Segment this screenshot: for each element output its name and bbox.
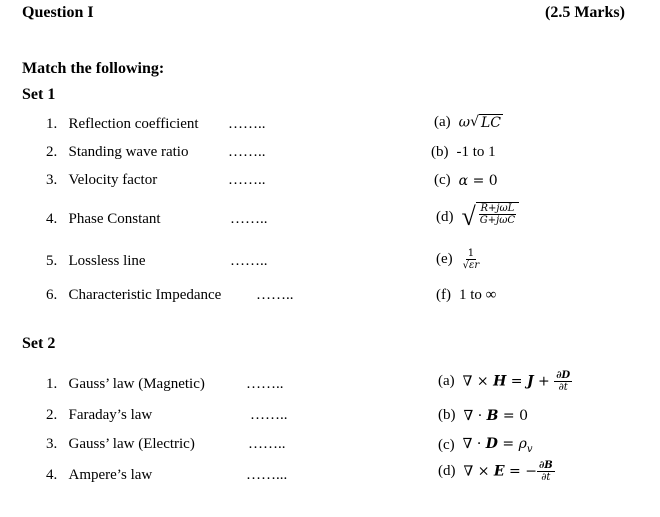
set1-dots-6: …….. xyxy=(256,287,294,303)
set1-item-1: 1. Reflection coefficient xyxy=(46,116,199,132)
set1-item-5: 5. Lossless line xyxy=(46,253,146,269)
set2-dots-3: …….. xyxy=(248,436,286,452)
set1-option-f: (f) 1 to ∞ xyxy=(436,287,497,303)
formula-sqrt-impedance: √ $\frac{\text{R+jωL}}{\text{G+jωC}}$ xyxy=(462,202,520,232)
set2-option-a: (a) ∇ × H = J + $\frac{\partial D}{\partial t}$ xyxy=(438,370,571,393)
marks-label: (2.5 Marks) xyxy=(545,4,625,21)
set2-item-4: 4. Ampere’s law xyxy=(46,467,153,483)
set1-item-2: 2. Standing wave ratio xyxy=(46,144,189,160)
set1-title: Set 1 xyxy=(22,86,56,103)
formula-one-over-sqrt-er: $\frac{1}{√\varepsilon r}$ xyxy=(462,248,480,271)
formula-faraday: ∇ × E = − $\frac{\partial B}{\partial t}$ xyxy=(463,460,553,483)
set1-dots-3: …….. xyxy=(228,172,266,188)
set2-option-b: (b) ∇ · B = 0 xyxy=(438,407,529,424)
set1-dots-4: …….. xyxy=(230,211,268,227)
formula-ampere-maxwell: ∇ × H = J + $\frac{\partial D}{\partial t}$ xyxy=(462,370,571,393)
set2-dots-2: …….. xyxy=(250,407,288,423)
set2-option-c: (c) ∇ · $D = \rho_v$ xyxy=(438,436,533,455)
set2-title: Set 2 xyxy=(22,335,56,352)
set1-item-3: 3. Velocity factor xyxy=(46,172,158,188)
set1-option-c: (c) α = 0 xyxy=(434,172,498,189)
set1-option-d: (d) √ $\frac{\text{R+jωL}}{\text{G+jωC}}$ xyxy=(436,202,519,232)
set1-item-4: 4. Phase Constant xyxy=(46,211,161,227)
set1-option-b: (b) -1 to 1 xyxy=(431,144,496,160)
set1-dots-1: …….. xyxy=(228,116,266,132)
set2-dots-1: …….. xyxy=(246,376,284,392)
set2-option-d: (d) ∇ × E = − $\frac{\partial B}{\partial t}$ xyxy=(438,460,553,483)
instruction-heading: Match the following: xyxy=(22,60,165,77)
set2-item-3: 3. Gauss’ law (Electric) xyxy=(46,436,195,452)
set2-item-2: 2. Faraday’s law xyxy=(46,407,153,423)
set2-dots-4: ……... xyxy=(246,467,288,483)
set1-item-6: 6. Characteristic Impedance xyxy=(46,287,222,303)
set2-item-1: 1. Gauss’ law (Magnetic) xyxy=(46,376,205,392)
set1-option-a: (a) ω √ LC xyxy=(434,114,502,131)
set1-option-e: (e) $\frac{1}{√\varepsilon r}$ xyxy=(436,248,480,271)
question-title: Question I xyxy=(22,4,94,21)
set1-dots-2: …….. xyxy=(228,144,266,160)
formula-omega-sqrt-lc: ω √ LC xyxy=(458,114,502,131)
set1-dots-5: …….. xyxy=(230,253,268,269)
